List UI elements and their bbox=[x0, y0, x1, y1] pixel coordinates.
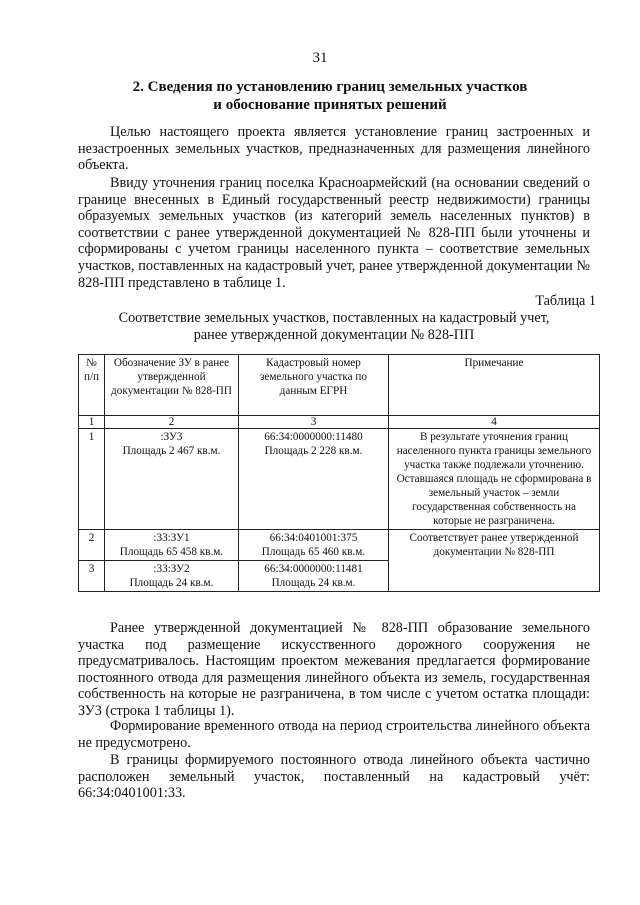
cadastral-number: 66:34:0401001:375 bbox=[269, 532, 358, 544]
section-title-line2: и обоснование принятых решений bbox=[213, 97, 447, 113]
zu-designation: :33:ЗУ1 bbox=[153, 532, 190, 544]
header-zu-designation: Обозначение ЗУ в ранее утвержденной документации № 828-ПП bbox=[105, 355, 239, 416]
row-cadastral-cell bbox=[239, 561, 389, 592]
zu-designation: :33:ЗУ2 bbox=[153, 563, 190, 575]
zu-area: Площадь 65 458 кв.м. bbox=[119, 546, 224, 558]
row-index: 1 bbox=[79, 429, 105, 530]
row-cadastral-cell bbox=[239, 530, 389, 561]
row-index: 2 bbox=[79, 530, 105, 561]
zu-designation: :ЗУ3 bbox=[160, 431, 183, 443]
paragraph-purpose: Целью настоящего проекта является установление границ застроенных и незастроенных земельных участков, предназначенных для размещения линейного объекта. bbox=[78, 124, 590, 174]
table-row bbox=[79, 429, 600, 530]
row-index: 3 bbox=[79, 561, 105, 592]
column-number: 1 bbox=[79, 416, 105, 429]
table-column-numbers-row bbox=[79, 416, 600, 429]
table-header-row bbox=[79, 355, 600, 416]
zu-area: Площадь 2 467 кв.м. bbox=[122, 445, 221, 457]
row-cadastral-cell bbox=[239, 429, 389, 530]
cadastral-number: 66:34:0000000:11480 bbox=[264, 431, 363, 443]
column-number: 4 bbox=[389, 416, 600, 429]
section-title-line1: 2. Сведения по установлению границ земельных участков bbox=[132, 79, 528, 95]
table-row bbox=[79, 530, 600, 561]
row-zu-cell bbox=[105, 561, 239, 592]
table-label: Таблица 1 bbox=[535, 293, 596, 309]
header-cadastral-number: Кадастровый номер земельного участка по данным ЕГРН bbox=[239, 355, 389, 416]
table-caption-line2: ранее утвержденной документации № 828-ПП bbox=[193, 327, 475, 343]
header-note: Примечание bbox=[389, 355, 600, 416]
table-caption-line1: Соответствие земельных участков, поставленных на кадастровый учет, bbox=[118, 310, 550, 326]
column-number: 3 bbox=[239, 416, 389, 429]
cadastral-area: Площадь 24 кв.м. bbox=[271, 577, 356, 589]
paragraph-temporary-allotment: Формирование временного отвода на период строительства линейного объекта не предусмотрено. bbox=[78, 718, 590, 751]
row-zu-cell bbox=[105, 530, 239, 561]
table-caption bbox=[78, 310, 590, 344]
row-zu-cell bbox=[105, 429, 239, 530]
cadastral-number: 66:34:0000000:11481 bbox=[264, 563, 363, 575]
section-title bbox=[60, 78, 600, 114]
paragraph-permanent-allotment: Ранее утвержденной документацией № 828-ПП образование земельного участка под размещение искусственного дорожного сооружения не предусматривалось. Настоящим проектом межевания предлагается формирование постоянного отвода для размещения линейного объекта из земель, государственная собственность на которые не разграничена, в том числе с учетом остатка площади: ЗУ3 (строка 1 таблицы 1). bbox=[78, 620, 590, 719]
paragraph-boundaries: Ввиду уточнения границ поселка Красноармейский (на основании сведений о границе внесенных в Единый государственный реестр недвижимости) границы образуемых земельных участков (из категорий земель населенных пунктов) в соответствии с ранее утвержденной документацией № 828-ПП были уточнены и сформированы с учетом границы населенного пункта – соответствие земельных участков, поставленных на кадастровый учет, ранее утвержденной документации № 828-ПП представлено в таблице 1. bbox=[78, 175, 590, 291]
parcels-table bbox=[78, 354, 600, 592]
cadastral-area: Площадь 65 460 кв.м. bbox=[261, 546, 366, 558]
cadastral-area: Площадь 2 228 кв.м. bbox=[264, 445, 363, 457]
column-number: 2 bbox=[105, 416, 239, 429]
row-note: Соответствует ранее утвержденной документации № 828-ПП bbox=[389, 530, 600, 592]
zu-area: Площадь 24 кв.м. bbox=[129, 577, 214, 589]
page-number: 31 bbox=[312, 50, 328, 66]
row-note: В результате уточнения границ населенного пункта границы земельного участка также подлежали уточнению. Оставшаяся площадь не сформирована в земельный участок – земли государственная собственность на которые не разграничена. bbox=[389, 429, 600, 530]
paragraph-cadastral-parcel: В границы формируемого постоянного отвода линейного объекта частично расположен земельный участок, поставленный на кадастровый учёт: 66:34:0401001:33. bbox=[78, 752, 590, 802]
header-index: № п/п bbox=[79, 355, 105, 416]
